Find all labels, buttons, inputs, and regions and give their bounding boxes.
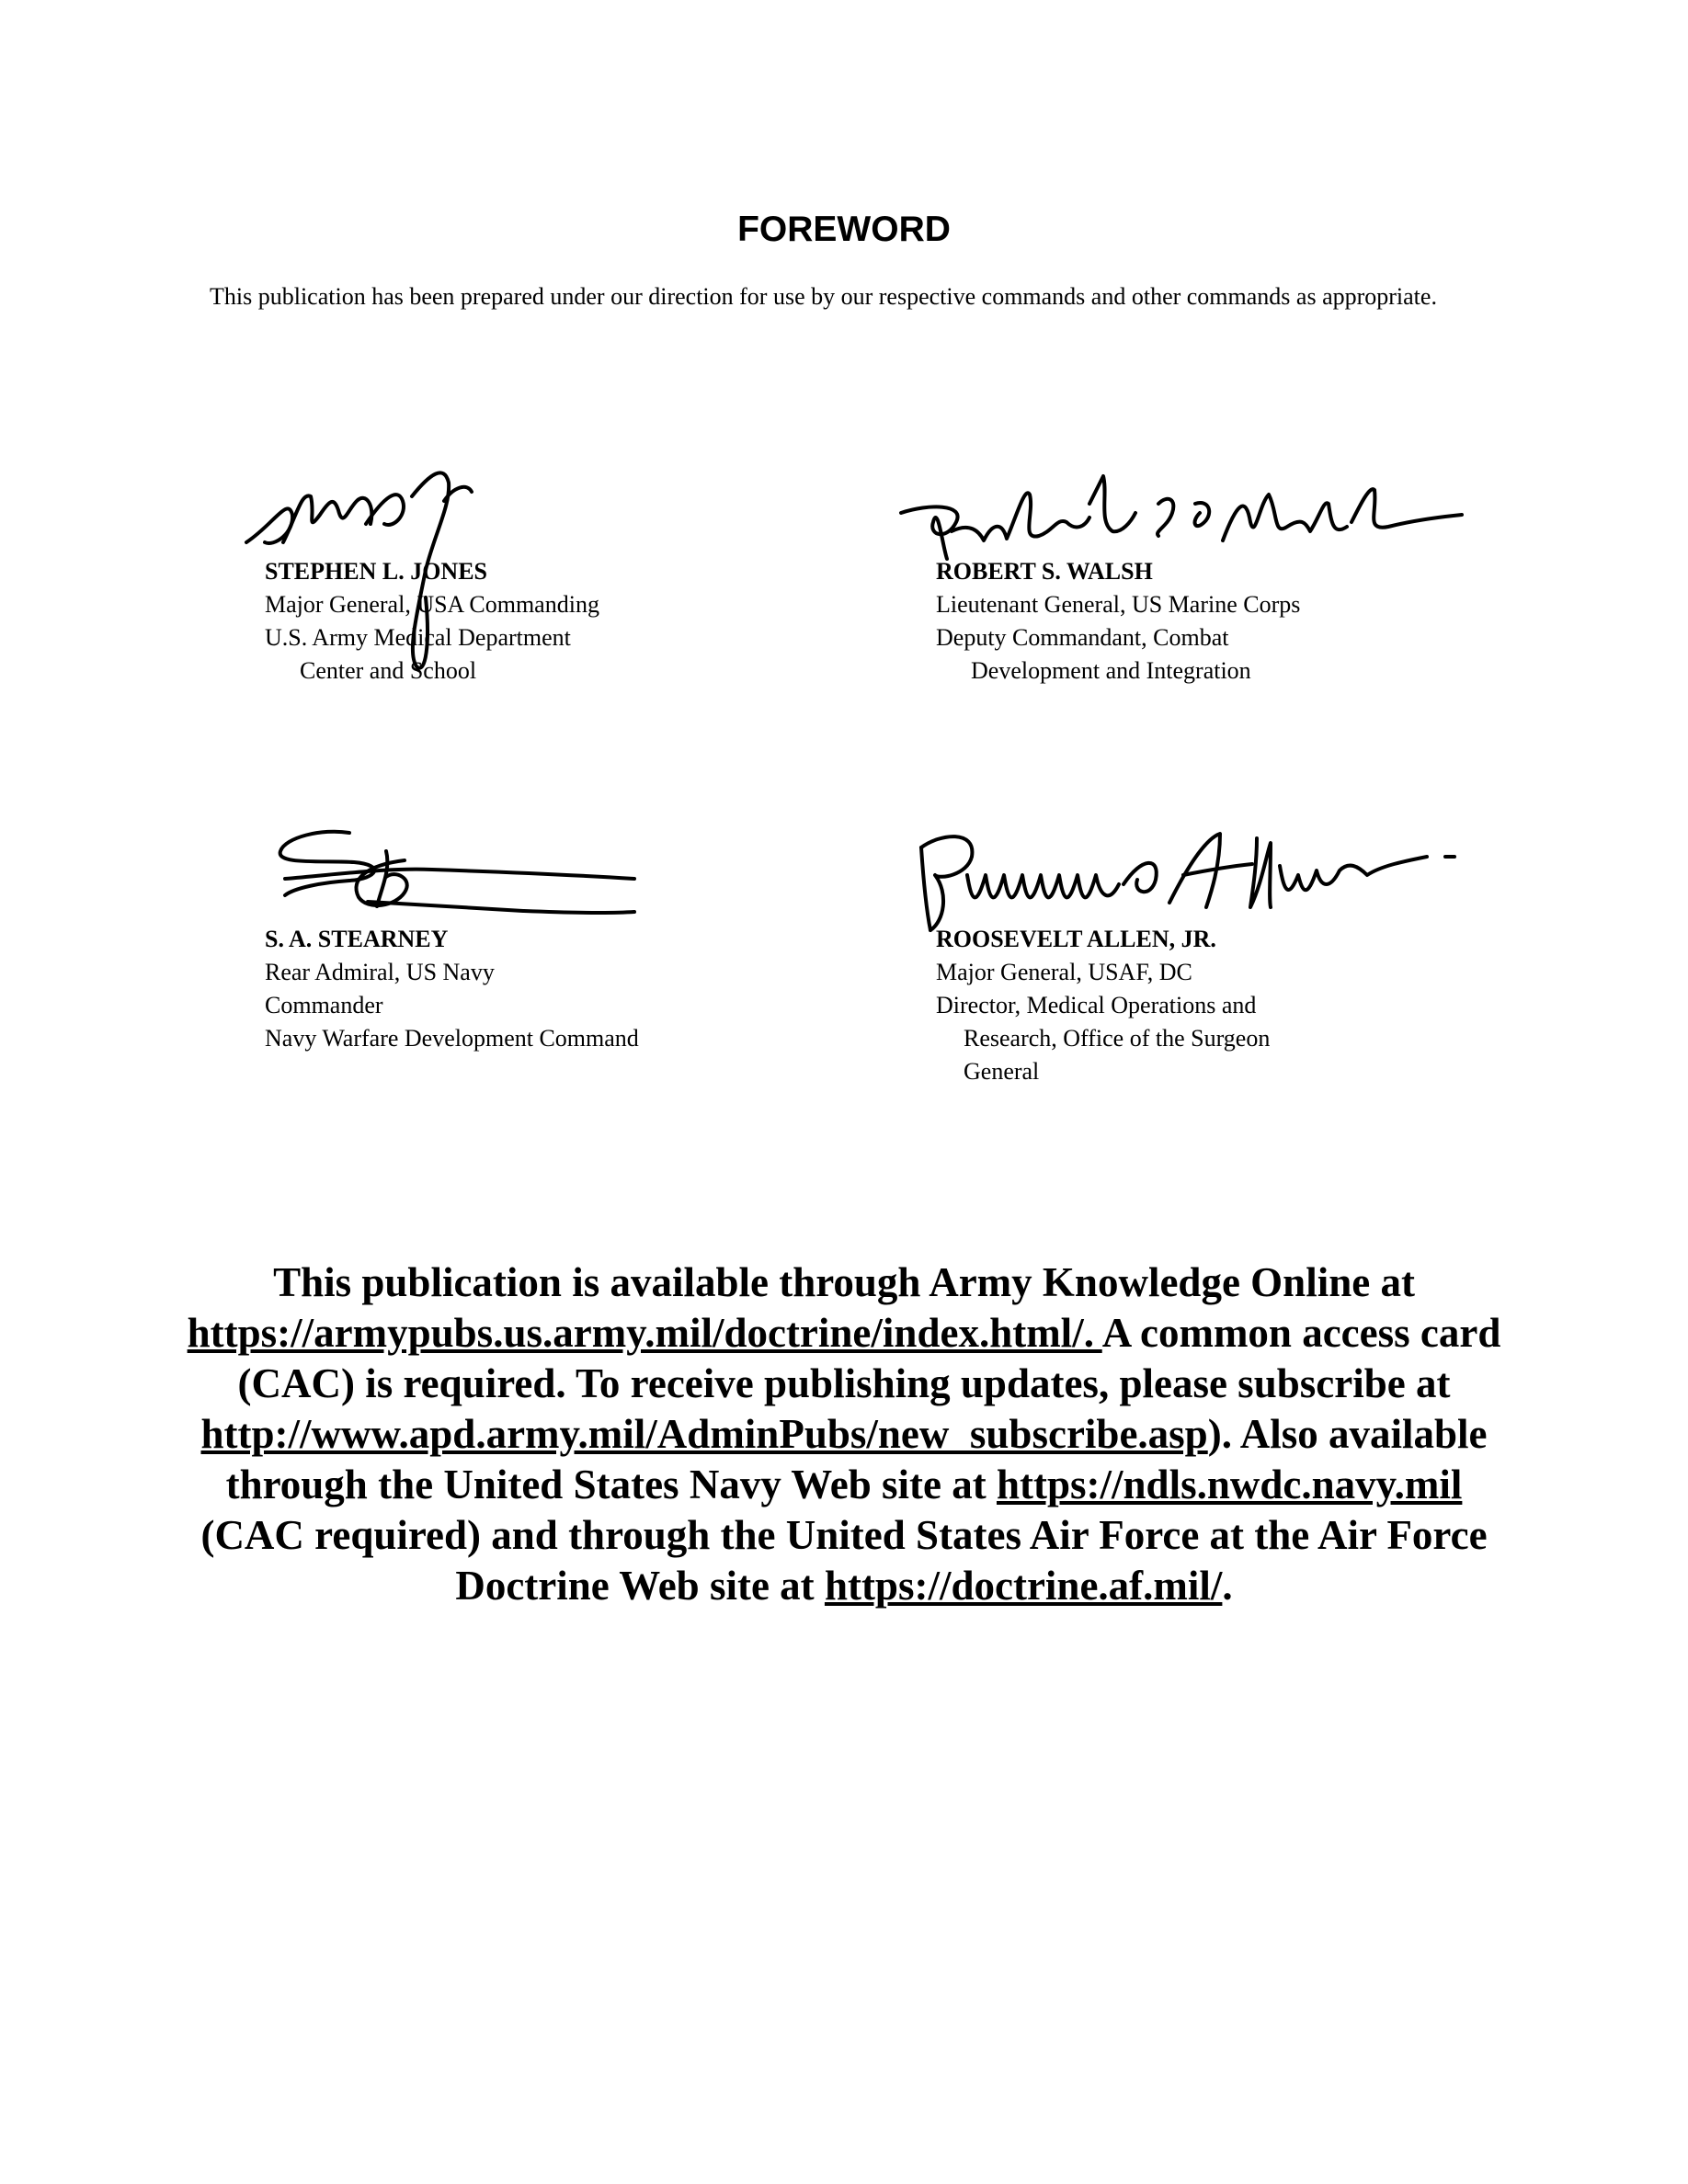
intro-paragraph: This publication has been prepared under our direction for use by our respective commands and other commands as appropriate. [210, 283, 1437, 310]
signature-block-stearney [265, 923, 639, 1055]
signatory-title-line: Major General, USA Commanding [265, 591, 599, 618]
signatory-title-line: Development and Integration [971, 657, 1251, 684]
navy-ndls-link[interactable]: https://ndls.nwdc.navy.mil [996, 1462, 1463, 1507]
signatory-title-line: Commander [265, 992, 383, 1018]
signatory-name: S. A. STEARNEY [265, 926, 449, 952]
signature-block-jones [265, 555, 599, 688]
signatory-name: ROOSEVELT ALLEN, JR. [936, 926, 1216, 952]
apd-subscribe-link[interactable]: http://www.apd.army.mil/AdminPubs/new_subscribe.asp [200, 1411, 1208, 1457]
signature-stearney [267, 824, 644, 925]
signatory-name: STEPHEN L. JONES [265, 558, 488, 585]
availability-text: . [1222, 1563, 1233, 1609]
foreword-title: FOREWORD [737, 210, 951, 249]
signatory-title-line: U.S. Army Medical Department [265, 624, 571, 651]
availability-text: A common access card (CAC) is required. To receive publishing updates, please subscribe at [237, 1310, 1501, 1406]
signature-block-walsh [936, 555, 1300, 688]
signatory-title-line: Research, Office of the Surgeon [964, 1025, 1271, 1052]
af-doctrine-link[interactable]: https://doctrine.af.mil/ [824, 1563, 1223, 1609]
signatory-title-line: Director, Medical Operations and [936, 992, 1257, 1018]
armypubs-link[interactable]: https://armypubs.us.army.mil/doctrine/index.html/. [187, 1310, 1102, 1356]
availability-text: ). Also available through the United States Navy Web site at [225, 1411, 1488, 1507]
availability-text: This publication is available through Army Knowledge Online at [273, 1259, 1415, 1305]
signature-allen [903, 820, 1473, 939]
signatory-title-line: Deputy Commandant, Combat [936, 624, 1229, 651]
signatory-title-line: Major General, USAF, DC [936, 959, 1192, 985]
availability-text: (CAC required) and through the United States Air Force at the Air Force Doctrine Web site at [200, 1512, 1488, 1609]
signature-block-allen [936, 923, 1270, 1088]
availability-notice [184, 1257, 1504, 1611]
signatory-title-line: Navy Warfare Development Command [265, 1025, 639, 1052]
signatory-name: ROBERT S. WALSH [936, 558, 1153, 585]
signatory-title-line: Lieutenant General, US Marine Corps [936, 591, 1301, 618]
signatory-title-line: Rear Admiral, US Navy [265, 959, 495, 985]
signatory-title-line: General [964, 1058, 1040, 1085]
signatory-title-line: Center and School [300, 657, 477, 684]
signature-walsh [892, 467, 1480, 568]
